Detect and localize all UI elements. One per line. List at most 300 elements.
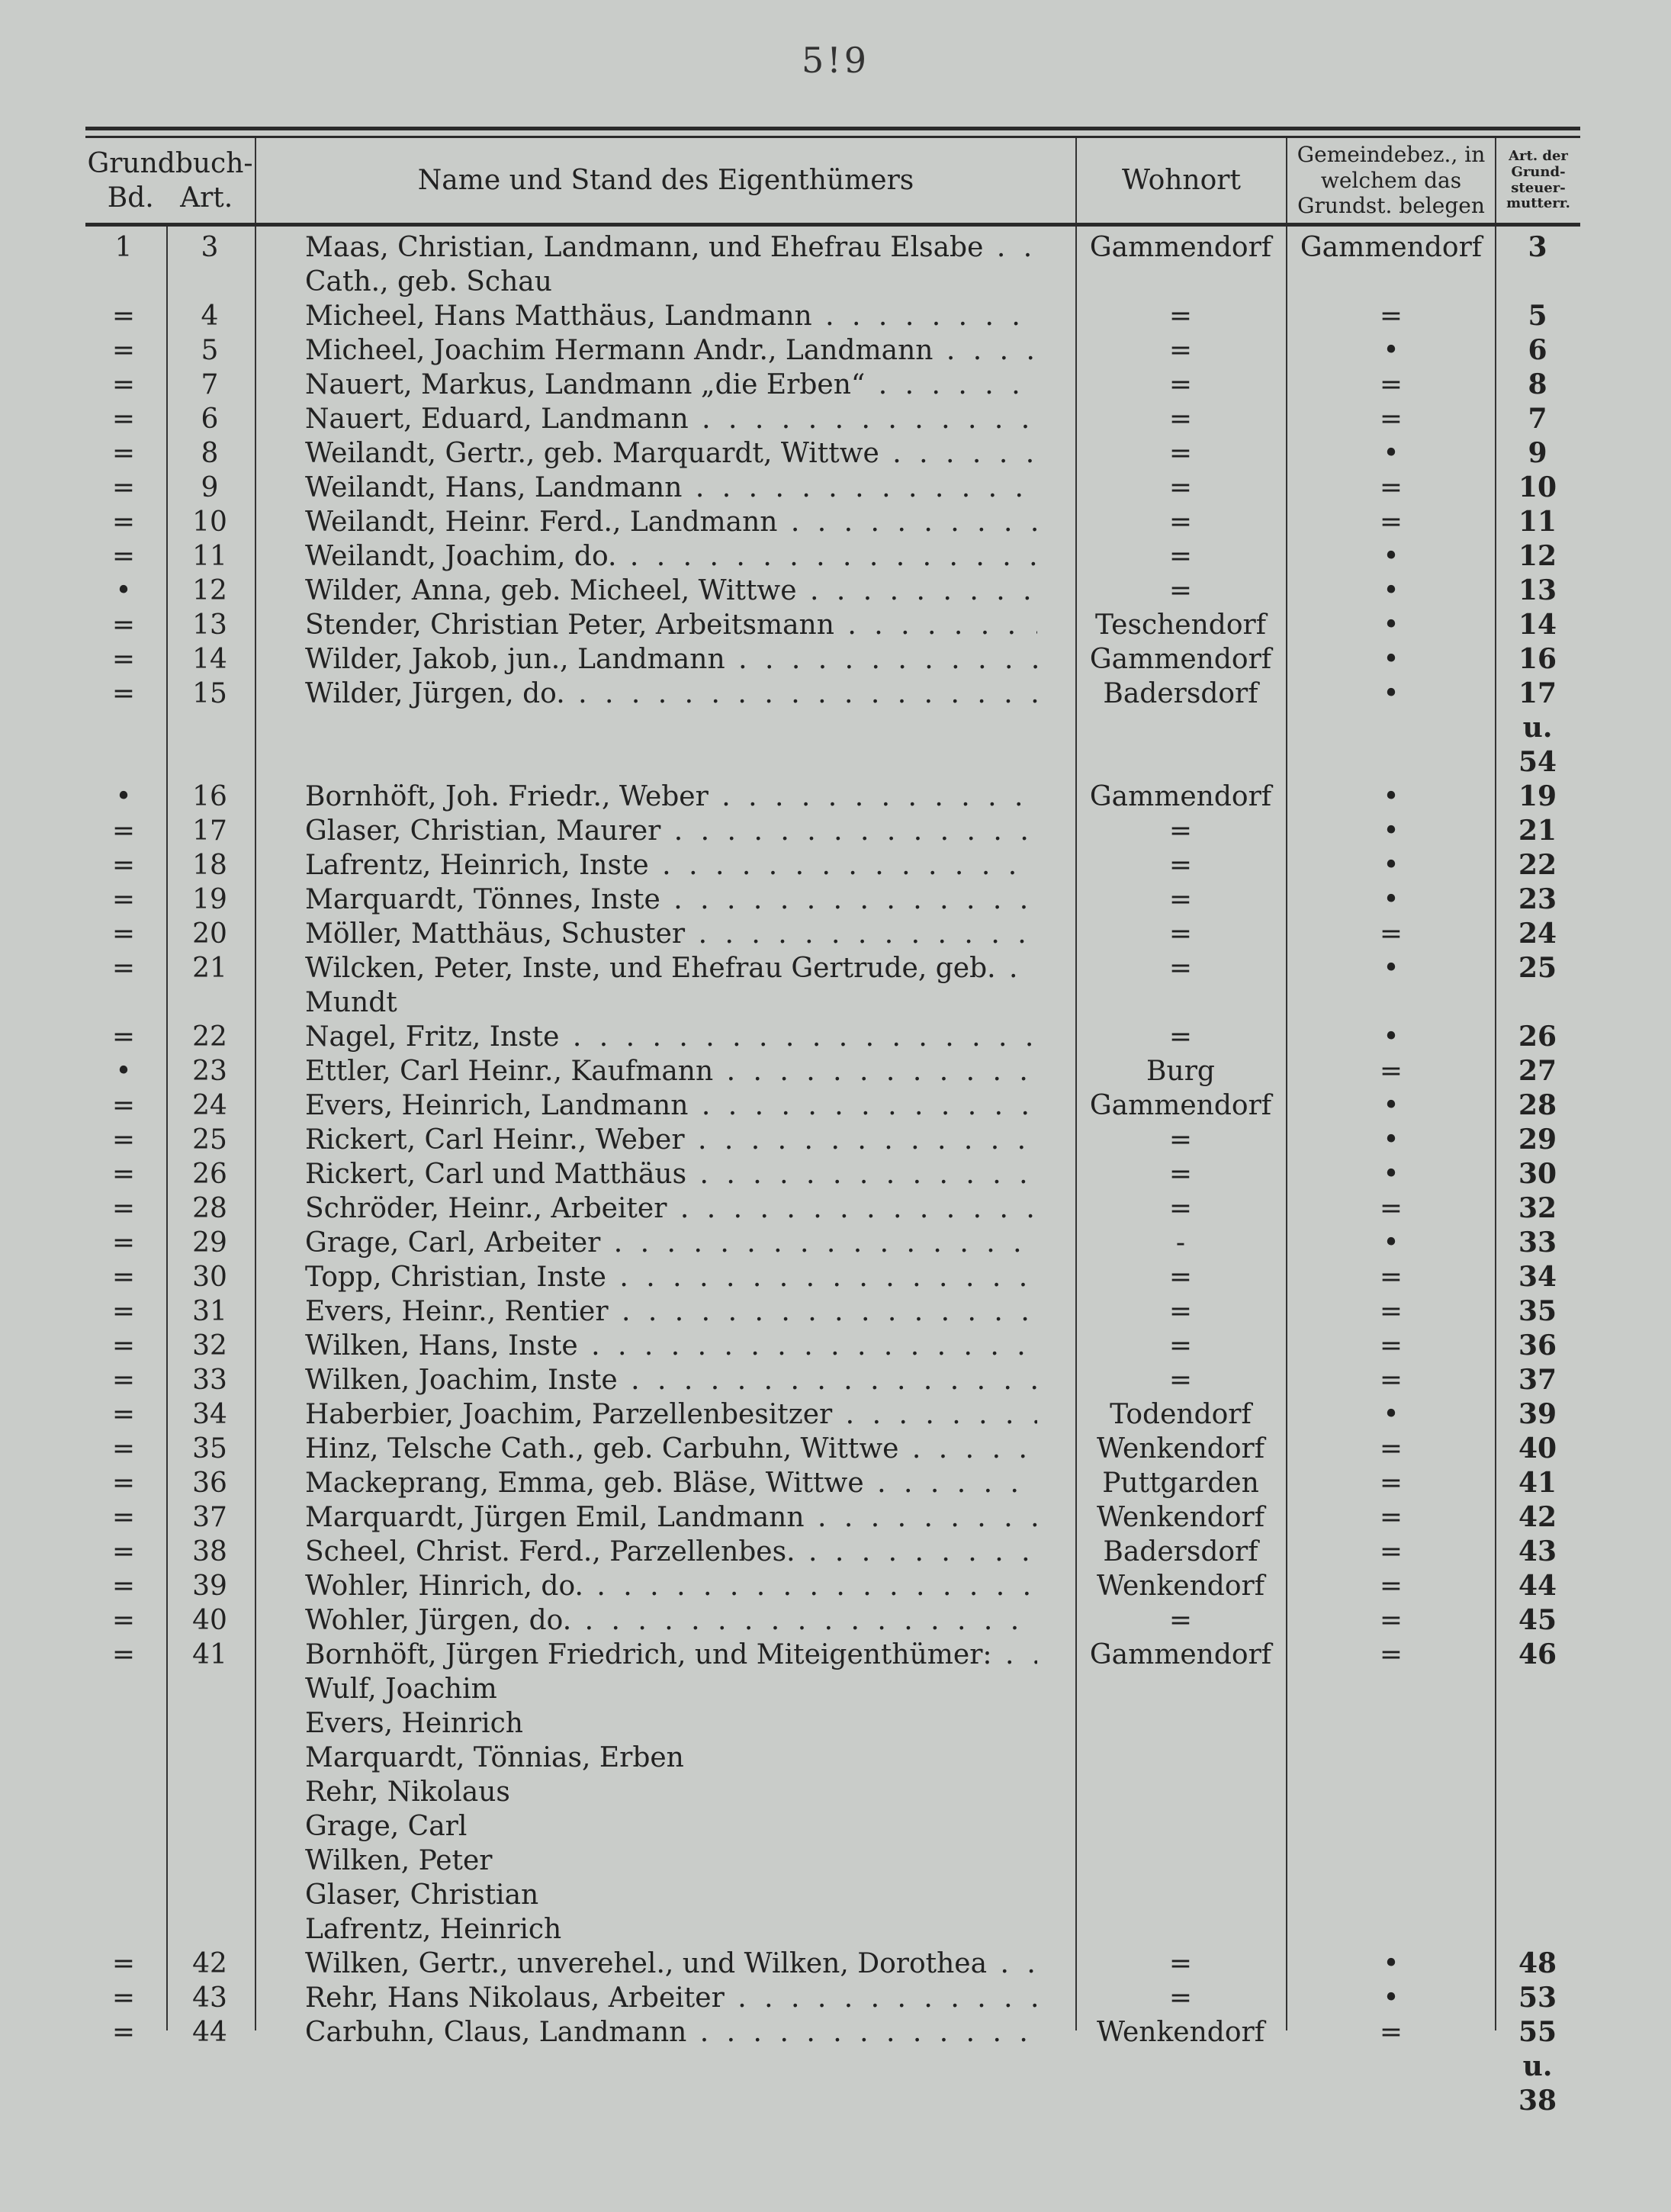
cell-name: Marquardt, Jürgen Emil, Landmann . . . [305,1500,1037,1535]
cell-bd: = [111,918,136,950]
cell-name: Stender, Christian Peter, Arbeitsmann . . . [305,608,1037,642]
cell-art: 36 [192,1468,227,1499]
cell-wohnort: = [1168,1330,1193,1362]
cell-wohnort: = [1168,403,1193,435]
header-art: Art. [180,182,233,214]
cell-wohnort: = [1168,472,1193,503]
cell-name: Wohler, Hinrich, do. . . . [305,1569,1037,1603]
cell-art-der: 37 [1518,1364,1557,1396]
cell-wohnort: Puttgarden [1102,1468,1259,1499]
cell-art-der: 46 [1518,1638,1557,1670]
cell-bd: = [111,1227,136,1259]
cell-art: 4 [201,301,219,332]
cell-gemeinde: = [1379,369,1403,400]
cell-art: 6 [201,403,219,435]
cell-art: 9 [201,472,219,503]
table-row [0,1466,1671,1500]
cell-art-der: 38 [1518,2085,1557,2117]
table-row [0,1397,1671,1432]
cell-art: 26 [192,1159,227,1190]
cell-art-der: 12 [1518,540,1557,572]
cell-art: 22 [192,1021,227,1053]
cell-art-der: 43 [1518,1535,1557,1567]
header-art-der [1496,138,1580,223]
cell-art: 29 [192,1227,227,1259]
cell-bd: = [111,1468,136,1499]
cell-art-der: 54 [1518,746,1557,778]
cell-name: Schröder, Heinr., Arbeiter . . . [305,1191,1037,1226]
cell-art: 28 [192,1193,227,1224]
cell-name: Weilandt, Heinr. Ferd., Landmann . . . [305,505,1037,539]
cell-art-der: 6 [1528,334,1547,366]
cell-name: Mackeprang, Emma, geb. Bläse, Wittwe . . . [305,1466,1037,1500]
table-row [0,745,1671,780]
table-row [0,574,1671,608]
cell-wohnort: Badersdorf [1103,678,1258,709]
cell-bd: = [111,1948,136,1979]
cell-art: 19 [192,884,227,915]
cell-bd: = [111,850,136,881]
table-row [0,1363,1671,1397]
cell-name: Weilandt, Hans, Landmann . . . [305,471,1037,505]
cell-art-der: u. [1522,712,1553,744]
cell-bd: = [111,1502,136,1533]
cell-art: 43 [192,1982,227,2014]
cell-bd: = [111,644,136,675]
cell-gemeinde: = [1379,403,1403,435]
cell-name: Topp, Christian, Inste . . . [305,1260,1037,1294]
table-row [0,265,1671,299]
cell-art-der: 30 [1518,1158,1557,1190]
table-row [0,1706,1671,1741]
table-row [0,1878,1671,1912]
cell-bd: = [111,884,136,915]
cell-art-der: 28 [1518,1089,1557,1121]
cell-art: 14 [192,644,227,675]
table-row [0,299,1671,333]
cell-art-der: 7 [1528,403,1547,435]
header-gemeinde [1287,138,1495,223]
cell-gemeinde: • [1383,609,1399,641]
table-row [0,368,1671,402]
table-row [0,436,1671,471]
cell-bd: = [111,472,136,503]
cell-wohnort: = [1168,1159,1193,1190]
cell-name: Weilandt, Gertr., geb. Marquardt, Wittwe . . . [305,436,1037,471]
cell-wohnort: = [1168,1193,1193,1224]
table-row [0,1088,1671,1123]
table-row [0,1054,1671,1088]
cell-name: Wilder, Anna, geb. Micheel, Wittwe . . . [305,574,1037,608]
cell-gemeinde: = [1379,1262,1403,1293]
cell-bd: = [111,369,136,400]
cell-art-der: 13 [1518,574,1557,606]
cell-name: Wohler, Jürgen, do. . . . [305,1603,1037,1638]
cell-art: 16 [192,781,227,812]
cell-gemeinde: • [1383,1227,1399,1259]
header-rule [85,223,1580,227]
cell-art: 32 [192,1330,227,1362]
table-row [0,1912,1671,1947]
cell-gemeinde: • [1383,1399,1399,1430]
table-row [0,1535,1671,1569]
cell-bd: = [111,678,136,709]
cell-bd: = [111,1982,136,2014]
header-gemeinde-line1: Gemeindebez., in [1297,142,1486,168]
cell-gemeinde: = [1379,1330,1403,1362]
cell-gemeinde: • [1383,1948,1399,1979]
cell-gemeinde: = [1379,506,1403,538]
cell-gemeinde: • [1383,1159,1399,1190]
header-art-der-line1: Art. der [1509,148,1568,165]
cell-name: Marquardt, Tönnias, Erben [305,1742,684,1773]
header-name: Name und Stand des Eigenthümers [417,165,914,196]
cell-gemeinde: = [1379,1639,1403,1670]
table-row [0,2015,1671,2050]
header-bd: Bd. [107,182,154,214]
cell-name: Mundt [305,987,397,1018]
cell-art-der: 16 [1518,643,1557,675]
table-row [0,1020,1671,1054]
table-row [0,848,1671,883]
cell-name: Wilken, Hans, Inste . . . [305,1329,1037,1363]
cell-wohnort: = [1168,918,1193,950]
table-row [0,505,1671,539]
cell-gemeinde: = [1379,1433,1403,1464]
cell-bd: = [111,541,136,572]
cell-art-der: 34 [1518,1261,1557,1293]
cell-gemeinde: = [1379,1536,1403,1567]
table-row [0,1226,1671,1260]
cell-art-der: 17 [1518,677,1557,709]
cell-name: Wilcken, Peter, Inste, und Ehefrau Gertrude, geb. . . . [305,951,1037,985]
cell-wohnort: Burg [1146,1056,1215,1087]
cell-gemeinde: • [1383,678,1399,709]
cell-art-der: 41 [1518,1467,1557,1499]
cell-gemeinde: • [1383,1021,1399,1053]
cell-art: 33 [192,1365,227,1396]
cell-name: Wilken, Joachim, Inste . . . [305,1363,1037,1397]
table-row [0,1157,1671,1191]
cell-art-der: 27 [1518,1055,1557,1087]
cell-gemeinde: • [1383,541,1399,572]
cell-name: Wilken, Peter [305,1845,493,1876]
table-row [0,917,1671,951]
cell-name: Nauert, Eduard, Landmann . . . [305,402,1037,436]
table-row [0,985,1671,1020]
cell-bd: = [111,2017,136,2048]
top-rule [85,127,1580,130]
cell-art-der: 10 [1518,471,1557,503]
cell-name: Wilder, Jakob, jun., Landmann . . . [305,642,1037,677]
cell-wohnort: Gammendorf [1089,232,1272,263]
table-row [0,1260,1671,1294]
table-row [0,1775,1671,1809]
cell-name: Möller, Matthäus, Schuster . . . [305,917,1037,951]
cell-wohnort: Wenkendorf [1096,1502,1265,1533]
cell-art: 23 [192,1056,227,1087]
cell-art: 35 [192,1433,227,1464]
cell-wohnort: Wenkendorf [1096,1433,1265,1464]
table-row [0,402,1671,436]
cell-name: Rehr, Nikolaus [305,1776,510,1808]
cell-bd: = [111,301,136,332]
cell-name: Hinz, Telsche Cath., geb. Carbuhn, Wittwe . . . [305,1432,1037,1466]
cell-art: 18 [192,850,227,881]
cell-art-der: 21 [1518,815,1557,847]
table-row [0,1603,1671,1638]
table-row [0,230,1671,265]
cell-name: Glaser, Christian [305,1879,539,1911]
cell-art-der: 11 [1518,506,1557,538]
cell-bd: = [111,1536,136,1567]
cell-name: Lafrentz, Heinrich, Inste . . . [305,848,1037,883]
cell-bd: 1 [114,232,133,263]
cell-bd: = [111,1433,136,1464]
cell-wohnort: = [1168,438,1193,469]
table-row [0,1947,1671,1981]
cell-gemeinde: = [1379,1468,1403,1499]
cell-bd: = [111,438,136,469]
table-row [0,608,1671,642]
cell-art-der: 23 [1518,883,1557,915]
cell-art-der: 53 [1518,1982,1557,2014]
table-row [0,333,1671,368]
table-row [0,2084,1671,2118]
header-gemeinde-line2: welchem das [1320,167,1462,193]
page-number: 5!9 [801,40,870,81]
cell-gemeinde: Gammendorf [1300,232,1483,263]
cell-gemeinde: = [1379,1056,1403,1087]
cell-art-der: 39 [1518,1398,1557,1430]
cell-bd: = [111,1605,136,1636]
cell-gemeinde: = [1379,1193,1403,1224]
cell-name: Glaser, Christian, Maurer . . . [305,814,1037,848]
table-row [0,1844,1671,1878]
cell-wohnort: = [1168,369,1193,400]
cell-bd: = [111,1296,136,1327]
table-row [0,1809,1671,1844]
cell-gemeinde: • [1383,781,1399,812]
cell-art-der: 25 [1518,952,1557,984]
cell-wohnort: Gammendorf [1089,781,1272,812]
cell-name: Evers, Heinrich [305,1708,523,1739]
table-row [0,1638,1671,1672]
cell-art-der: 24 [1518,918,1557,950]
table-row [0,1294,1671,1329]
header-gemeinde-line3: Grundst. belegen [1297,193,1485,219]
cell-name: Evers, Heinrich, Landmann . . . [305,1088,1037,1123]
cell-art: 11 [192,541,227,572]
cell-wohnort: = [1168,850,1193,881]
cell-bd: = [111,815,136,847]
cell-art: 31 [192,1296,227,1327]
table-row [0,1432,1671,1466]
cell-gemeinde: • [1383,850,1399,881]
cell-art: 17 [192,815,227,847]
cell-gemeinde: = [1379,472,1403,503]
cell-bd: = [111,1193,136,1224]
cell-bd: • [115,575,132,606]
table-row [0,814,1671,848]
cell-wohnort: = [1168,1365,1193,1396]
cell-wohnort: = [1168,1021,1193,1053]
table-row [0,1500,1671,1535]
cell-art-der: 33 [1518,1227,1557,1259]
cell-art-der: 36 [1518,1329,1557,1362]
cell-gemeinde: • [1383,1124,1399,1156]
cell-name: Bornhöft, Jürgen Friedrich, und Miteigenthümer: . . . [305,1638,1037,1672]
cell-gemeinde: • [1383,884,1399,915]
table-row [0,1569,1671,1603]
cell-bd: • [115,781,132,812]
cell-art: 20 [192,918,227,950]
cell-wohnort: = [1168,1605,1193,1636]
cell-wohnort: = [1168,1124,1193,1156]
table-row [0,642,1671,677]
cell-name: Grage, Carl [305,1811,468,1842]
cell-gemeinde: • [1383,644,1399,675]
cell-art: 44 [192,2017,227,2048]
header-wohnort: Wohnort [1122,165,1241,196]
cell-wohnort: = [1168,1262,1193,1293]
header-art-der-line2: Grund- [1511,163,1566,180]
cell-name: Rickert, Carl Heinr., Weber . . . [305,1123,1037,1157]
table-row [0,951,1671,985]
cell-art: 39 [192,1571,227,1602]
cell-art-der: 40 [1518,1432,1557,1464]
cell-name: Nagel, Fritz, Inste . . . [305,1020,1037,1054]
cell-gemeinde: • [1383,335,1399,366]
cell-gemeinde: = [1379,301,1403,332]
cell-art: 15 [192,678,227,709]
header-bd-art [108,181,233,215]
cell-art-der: 35 [1518,1295,1557,1327]
cell-bd: • [115,1056,132,1087]
table-row [0,711,1671,745]
cell-bd: = [111,953,136,984]
cell-name: Micheel, Hans Matthäus, Landmann . . . [305,299,1037,333]
table-row [0,1672,1671,1706]
cell-wohnort: Wenkendorf [1096,2017,1265,2048]
cell-art: 24 [192,1090,227,1121]
cell-name: Weilandt, Joachim, do. . . . [305,539,1037,574]
cell-art: 12 [192,575,227,606]
cell-art-der: 45 [1518,1604,1557,1636]
cell-bd: = [111,1571,136,1602]
cell-name: Nauert, Markus, Landmann „die Erben“ . . . [305,368,1037,402]
table-row [0,780,1671,814]
table-row [0,677,1671,711]
cell-art: 38 [192,1536,227,1567]
cell-gemeinde: • [1383,953,1399,984]
cell-wohnort: = [1168,301,1193,332]
cell-art-der: 32 [1518,1192,1557,1224]
table-row [0,1191,1671,1226]
cell-name: Wilder, Jürgen, do. . . . [305,677,1037,711]
cell-art-der: 55 [1518,2016,1557,2048]
cell-wohnort: Teschendorf [1094,609,1267,641]
cell-art-der: 29 [1518,1124,1557,1156]
cell-art: 7 [201,369,219,400]
cell-name: Marquardt, Tönnes, Inste . . . [305,883,1037,917]
cell-bd: = [111,1021,136,1053]
table-row [0,471,1671,505]
cell-art-der: 22 [1518,849,1557,881]
cell-art-der: 42 [1518,1501,1557,1533]
cell-art: 40 [192,1605,227,1636]
header-grundbuch [85,138,255,223]
header-grundbuch-label: Grundbuch- [87,147,253,179]
cell-gemeinde: = [1379,1605,1403,1636]
cell-name: Grage, Carl, Arbeiter . . . [305,1226,1037,1260]
cell-bd: = [111,609,136,641]
cell-wohnort: = [1168,884,1193,915]
cell-wohnort: Todendorf [1110,1399,1252,1430]
cell-art: 3 [201,232,219,263]
cell-art: 10 [192,506,227,538]
table-row [0,1741,1671,1775]
cell-wohnort: Gammendorf [1089,1639,1272,1670]
cell-bd: = [111,335,136,366]
cell-gemeinde: • [1383,1982,1399,2014]
cell-name: Ettler, Carl Heinr., Kaufmann . . . [305,1054,1037,1088]
cell-name: Lafrentz, Heinrich [305,1914,562,1945]
cell-gemeinde: = [1379,1571,1403,1602]
header-art-der-line3: steuer- [1511,179,1566,196]
cell-gemeinde: • [1383,438,1399,469]
cell-art-der: u. [1522,2050,1553,2082]
cell-bd: = [111,1639,136,1670]
cell-wohnort: = [1168,541,1193,572]
cell-name: Scheel, Christ. Ferd., Parzellenbes. . . . [305,1535,1037,1569]
cell-wohnort: = [1168,953,1193,984]
cell-wohnort: = [1168,506,1193,538]
cell-art: 30 [192,1262,227,1293]
cell-gemeinde: = [1379,918,1403,950]
cell-name: Carbuhn, Claus, Landmann . . . [305,2015,1037,2050]
cell-art: 13 [192,609,227,641]
table-row [0,883,1671,917]
table-row [0,1329,1671,1363]
cell-name: Cath., geb. Schau [305,266,552,297]
cell-wohnort: = [1168,335,1193,366]
cell-bd: = [111,506,136,538]
cell-bd: = [111,1159,136,1190]
cell-name: Rehr, Hans Nikolaus, Arbeiter . . . [305,1981,1037,2015]
cell-wohnort: = [1168,575,1193,606]
cell-name: Maas, Christian, Landmann, und Ehefrau Elsabe . . . [305,230,1037,265]
cell-gemeinde: • [1383,815,1399,847]
cell-name: Wilken, Gertr., unverehel., und Wilken, Dorothea . . . [305,1947,1037,1981]
table-row [0,1981,1671,2015]
cell-name: Wulf, Joachim [305,1673,497,1705]
cell-bd: = [111,1262,136,1293]
cell-name: Evers, Heinr., Rentier . . . [305,1294,1037,1329]
table-row [0,1123,1671,1157]
cell-gemeinde: = [1379,1365,1403,1396]
cell-wohnort: Badersdorf [1103,1536,1258,1567]
cell-art-der: 8 [1528,368,1547,400]
cell-bd: = [111,1365,136,1396]
cell-art-der: 48 [1518,1947,1557,1979]
table-row [0,2050,1671,2084]
cell-art-der: 44 [1518,1570,1557,1602]
cell-art: 42 [192,1948,227,1979]
cell-wohnort: Wenkendorf [1096,1571,1265,1602]
cell-bd: = [111,1330,136,1362]
cell-art: 8 [201,438,219,469]
